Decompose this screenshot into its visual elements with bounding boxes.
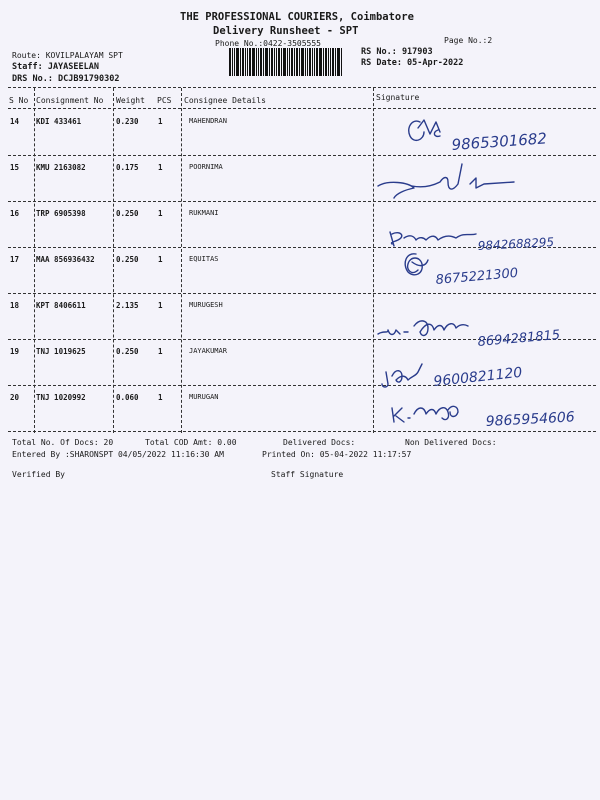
handwritten-phone: 9865301682	[451, 129, 548, 154]
row-consignee: RUKMANI	[189, 209, 219, 217]
row-weight: 0.250	[116, 255, 139, 264]
page-number: Page No.:2	[444, 36, 493, 45]
company-name: THE PROFESSIONAL COURIERS, Coimbatore	[180, 11, 414, 23]
drs-number: DRS No.: DCJB91790302	[12, 74, 120, 84]
verified-by: Verified By	[12, 470, 65, 479]
col-header-weight: Weight	[116, 96, 145, 105]
handwritten-phone: 8675221300	[435, 265, 519, 288]
row-weight: 0.250	[116, 209, 139, 218]
row-weight: 0.250	[116, 347, 139, 356]
row-sno: 17	[10, 255, 20, 264]
staff-name: Staff: JAYASEELAN	[12, 62, 99, 72]
row-sno: 19	[10, 347, 20, 356]
entered-by: Entered By :SHARONSPT 04/05/2022 11:16:30 AM	[12, 450, 224, 459]
row-consignment: KPT 8406611	[36, 301, 86, 310]
phone-number: Phone No.:0422-3505555	[215, 39, 321, 48]
row-consignment: TRP 6905398	[36, 209, 86, 218]
runsheet-title: Delivery Runsheet - SPT	[213, 25, 359, 37]
printed-on: Printed On: 05-04-2022 11:17:57	[262, 450, 412, 459]
handwritten-phone: 8694281815	[477, 327, 561, 350]
col-header-pcs: PCS	[157, 96, 172, 105]
rs-number: RS No.: 917903	[361, 47, 433, 57]
row-pcs: 1	[158, 255, 163, 264]
col-header-consignment: Consignment No	[36, 96, 104, 105]
row-pcs: 1	[158, 117, 163, 126]
row-weight: 0.175	[116, 163, 139, 172]
row-consignee: EQUITAS	[189, 255, 219, 263]
delivered-docs: Delivered Docs:	[283, 438, 356, 447]
row-pcs: 1	[158, 301, 163, 310]
row-consignee: MURUGESH	[189, 301, 223, 309]
row-pcs: 1	[158, 163, 163, 172]
row-consignment: KMU 2163082	[36, 163, 86, 172]
col-header-consignee: Consignee Details	[184, 96, 266, 105]
row-consignment: MAA 856936432	[36, 255, 95, 264]
total-docs: Total No. Of Docs: 20	[12, 438, 114, 447]
row-consignee: MURUGAN	[189, 393, 219, 401]
handwritten-phone: 9600821120	[432, 364, 524, 390]
non-delivered-docs: Non Delivered Docs:	[405, 438, 497, 447]
row-weight: 2.135	[116, 301, 139, 310]
row-weight: 0.230	[116, 117, 139, 126]
row-sno: 20	[10, 393, 20, 402]
total-cod: Total COD Amt: 0.00	[145, 438, 237, 447]
row-sno: 16	[10, 209, 20, 218]
row-pcs: 1	[158, 209, 163, 218]
row-consignee: MAHENDRAN	[189, 117, 227, 125]
row-weight: 0.060	[116, 393, 139, 402]
row-consignee: JAYAKUMAR	[189, 347, 227, 355]
row-consignment: TNJ 1020992	[36, 393, 86, 402]
rs-date: RS Date: 05-Apr-2022	[361, 58, 464, 68]
handwritten-phone: 9842688295	[477, 235, 555, 253]
row-sno: 18	[10, 301, 20, 310]
col-header-signature: Signature	[376, 93, 420, 102]
row-consignee: POORNIMA	[189, 163, 223, 171]
handwritten-phone: 9865954606	[485, 409, 576, 430]
row-pcs: 1	[158, 347, 163, 356]
row-sno: 14	[10, 117, 20, 126]
row-consignment: KDI 433461	[36, 117, 82, 126]
row-sno: 15	[10, 163, 20, 172]
row-pcs: 1	[158, 393, 163, 402]
col-header-sno: S No	[9, 96, 29, 105]
row-consignment: TNJ 1019625	[36, 347, 86, 356]
staff-signature-label: Staff Signature	[271, 470, 344, 479]
route: Route: KOVILPALAYAM SPT	[12, 51, 123, 60]
